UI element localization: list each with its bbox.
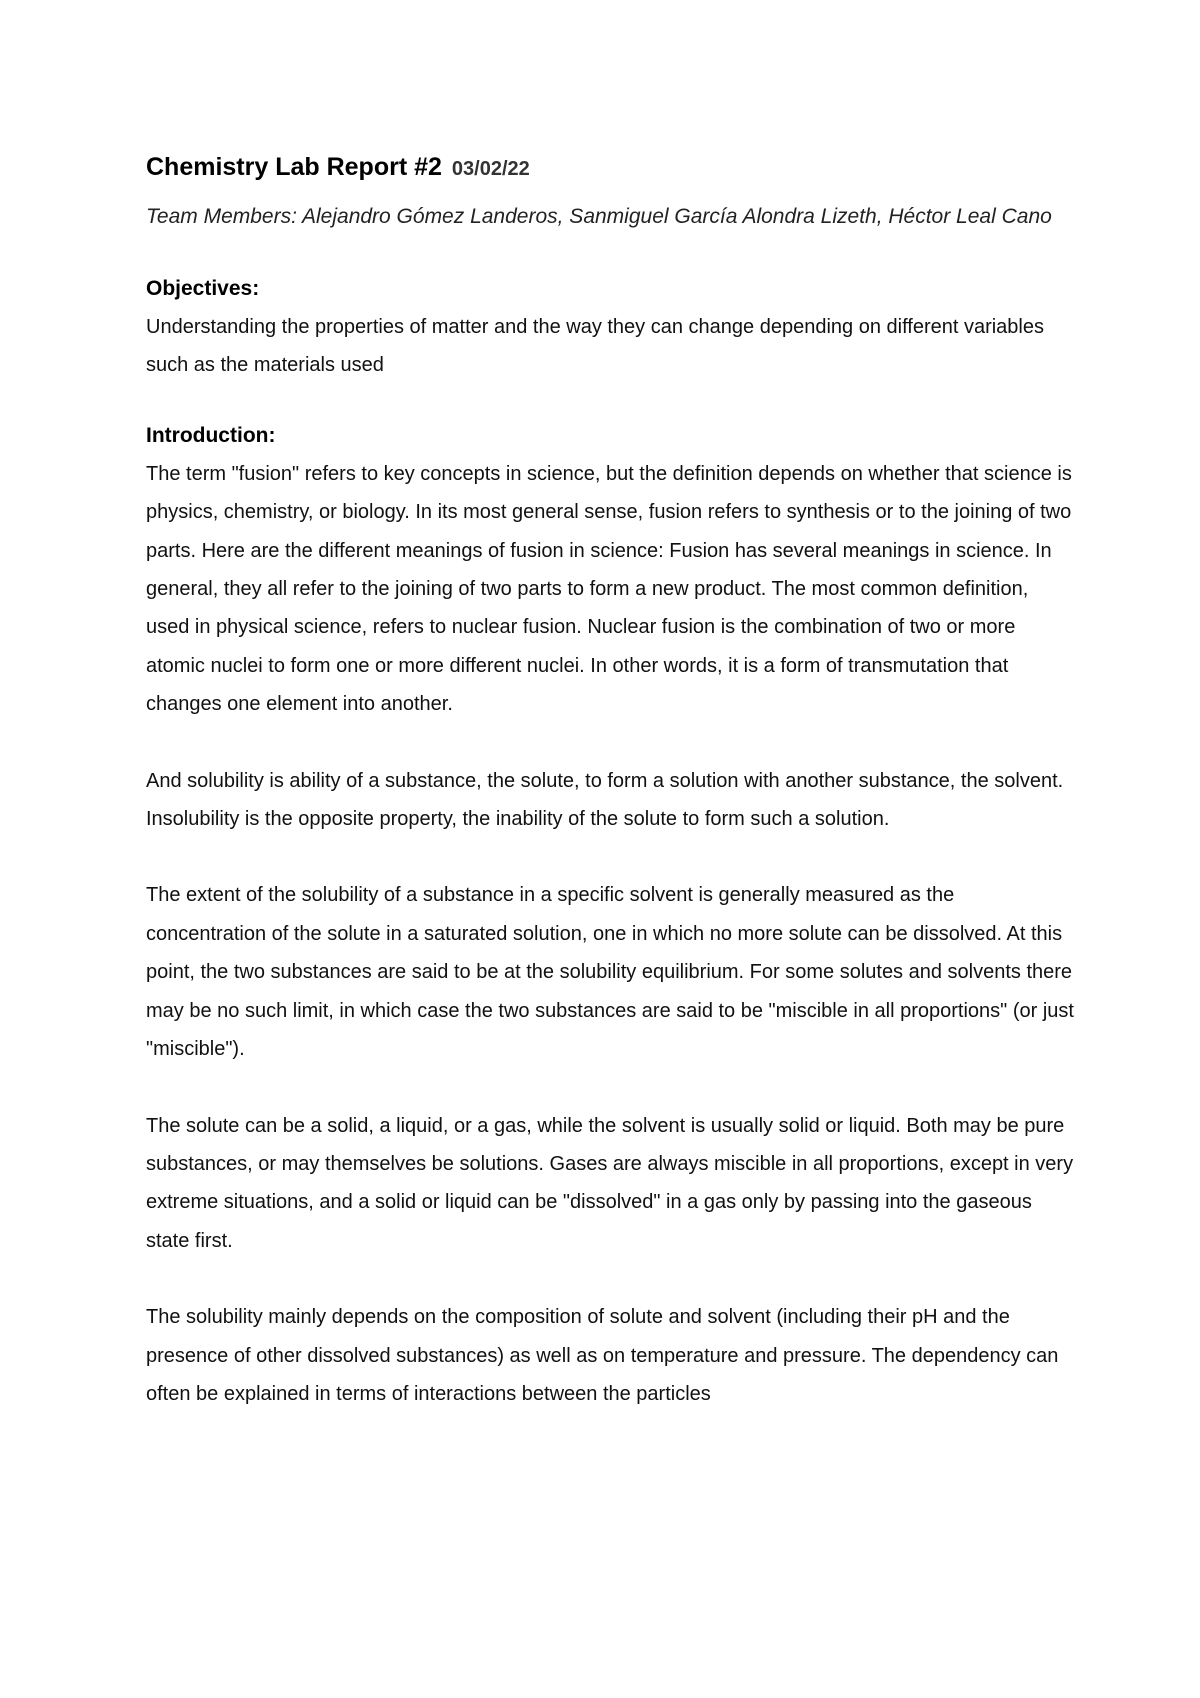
- report-date: 03/02/22: [451, 158, 530, 180]
- introduction-paragraph-2: And solubility is ability of a substance, the solute, to form a solution with another substance, the solvent. Insolubility is the opposite property, the inability of the solute to form such a solution.: [146, 769, 1064, 831]
- objectives-heading: Objectives:: [146, 277, 260, 300]
- introduction-heading: Introduction:: [146, 423, 276, 447]
- introduction-paragraph-3: The extent of the solubility of a substance in a specific solvent is generally measured as the concentration of the solute in a saturated solution, one in which no more solute can be dissolved. At this point, the two substances are said to be at the solubility equilibrium. For some solutes and solvents there may be no such limit, in which case the two substances are said to be "miscible in all proportions" (or just "miscible").: [146, 884, 1074, 1061]
- objectives-text: Understanding the properties of matter and the way they can change depending on different variables such as the materials used: [146, 316, 1044, 377]
- introduction-paragraph-4: The solute can be a solid, a liquid, or a gas, while the solvent is usually solid or liquid. Both may be pure substances, or may themselves be solutions. Gases are always miscible in all proportions, except in very extreme situations, and a solid or liquid can be "dissolved" in a gas only by passing into the gaseous state first.: [146, 1114, 1074, 1252]
- document-page: [146, 140, 1076, 1413]
- title-line: [146, 140, 1076, 188]
- introduction-paragraph-5: The solubility mainly depends on the composition of solute and solvent (including their pH and the presence of other dissolved substances) as well as on temperature and pressure. The dependency can often be explained in terms of interactions between the particles: [146, 1306, 1059, 1405]
- team-members: Team Members: Alejandro Gómez Landeros, Sanmiguel García Alondra Lizeth, Héctor Leal Cano: [146, 205, 1052, 228]
- report-title: Chemistry Lab Report #2: [146, 153, 442, 181]
- introduction-paragraph-1: The term "fusion" refers to key concepts in science, but the definition depends on whether that science is physics, chemistry, or biology. In its most general sense, fusion refers to synthesis or to the joining of two parts. Here are the different meanings of fusion in science: Fusion has several meanings in science. In general, they all refer to the joining of two parts to form a new product. The most common definition, used in physical science, refers to nuclear fusion. Nuclear fusion is the combination of two or more atomic nuclei to form one or more different nuclei. In other words, it is a form of transmutation that changes one element into another.: [146, 462, 1072, 716]
